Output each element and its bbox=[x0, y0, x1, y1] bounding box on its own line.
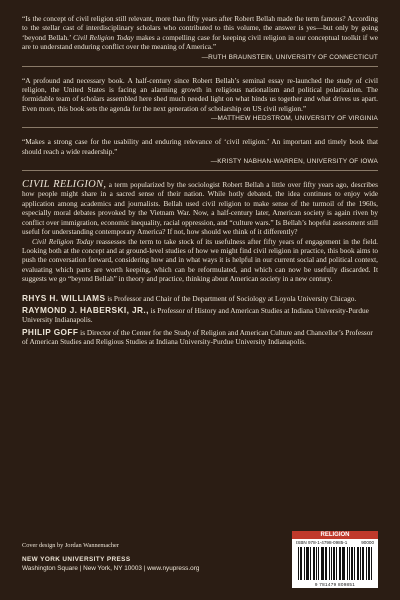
barcode-bar bbox=[369, 547, 370, 580]
barcode-bar bbox=[304, 547, 305, 580]
divider bbox=[22, 66, 378, 67]
barcode-bar bbox=[329, 547, 330, 580]
barcode-bar bbox=[344, 547, 345, 580]
barcode-bar bbox=[343, 547, 344, 580]
author-bio: PHILIP GOFF is Director of the Center for the Study of Religion and American Culture and Chancellor’s Professor of American Studies and Religious Studies at Indiana University-Purdue University Indianapolis. bbox=[22, 326, 373, 347]
barcode-bar bbox=[306, 547, 307, 580]
barcode-bar bbox=[336, 547, 337, 580]
blurb-3 bbox=[22, 137, 378, 165]
barcode-bar bbox=[301, 547, 302, 580]
barcode-bars bbox=[292, 539, 378, 588]
barcode-bar bbox=[307, 547, 308, 580]
blurb-attribution: —MATTHEW HEDSTROM, UNIVERSITY OF VIRGINIA bbox=[210, 115, 378, 123]
blurb-quote: “Is the concept of civil religion still relevant, more than fifty years after Robert Bellah made the term famous? According to the stellar cast of interdisciplinary scholars who contributed to this volume, the answer is yes—but only by going ‘beyond Bellah.’ Civil Religion Today makes a compelling case for keeping civil religion in our conceptual toolkit if we are to understand enduring conflict over the meaning of America.” bbox=[22, 14, 379, 52]
barcode-bar bbox=[322, 547, 323, 580]
barcode-bar bbox=[371, 547, 372, 580]
barcode-bar bbox=[318, 547, 319, 580]
barcode-bar bbox=[358, 547, 359, 580]
divider bbox=[22, 170, 378, 171]
author-name: RAYMOND J. HABERSKI, JR., bbox=[22, 304, 149, 315]
barcode-bar bbox=[323, 547, 324, 580]
description-lead: CIVIL RELIGION, bbox=[22, 179, 107, 191]
barcode-bar bbox=[354, 547, 355, 580]
barcode-bar bbox=[326, 547, 327, 580]
description-paragraph-1: a term popularized by the sociologist Robert Bellah a little over fifty years ago, describes how people might share in a sacred sense of their nation. While hotly debated, the idea continues to enjoy wide application among academics and journalists. Bellah used civil religion to make sense of the turmoil of the 1960s, especially moral debates provoked by the Vietnam War. Now, a half-century later, American society is again riven by conflict over immigration, economic inequality, racial oppression, and “culture wars.” Is Bellah’s hopeful assessment still useful for understanding contemporary America? If not, how should we think of it differently? bbox=[22, 180, 378, 237]
barcode-bar bbox=[342, 547, 343, 580]
barcode-bar bbox=[321, 547, 322, 580]
barcode-bar bbox=[366, 547, 367, 580]
barcode-bar bbox=[298, 547, 299, 580]
price-code: 90000 bbox=[361, 540, 374, 545]
publisher-info bbox=[22, 556, 199, 573]
book-description bbox=[22, 180, 378, 283]
author-bio: RHYS H. WILLIAMS is Professor and Chair of the Department of Sociology at Loyola University Chicago. bbox=[22, 292, 357, 303]
barcode-bar bbox=[340, 547, 341, 580]
description-book-title: Civil Religion Today bbox=[32, 236, 94, 246]
isbn-barcode bbox=[292, 539, 378, 588]
back-cover bbox=[22, 14, 378, 350]
barcode-number: 9 781479 809851 bbox=[314, 582, 356, 587]
barcode-bar bbox=[334, 547, 335, 580]
author-bio: RAYMOND J. HABERSKI, JR., is Professor of History and American Studies at Indiana University-Purdue University Indianapolis. bbox=[22, 304, 369, 325]
barcode-bar bbox=[308, 547, 309, 580]
blurb-quote: “Makes a strong case for the usability and enduring relevance of ‘civil religion.’ An important and timely book that should reach a wide readership.” bbox=[22, 137, 378, 156]
blurb-2 bbox=[22, 76, 378, 123]
barcode-bar bbox=[357, 547, 358, 580]
blurb-quote: “A profound and necessary book. A half-century since Robert Bellah’s seminal essay re-launched the study of civil religion, the United States is facing an alarming growth in religious nationalism and political polarization. The formidable team of scholars assembled here shed much needed light on what binds us together and what drives us apart. Even more, this book sets the agenda for the next generation of scholarship on US civil religion.” bbox=[22, 75, 378, 113]
publisher-name: NEW YORK UNIVERSITY PRESS bbox=[22, 556, 131, 563]
barcode-bar bbox=[347, 547, 348, 580]
divider bbox=[22, 127, 378, 128]
author-name: PHILIP GOFF bbox=[22, 326, 79, 337]
barcode-bar bbox=[363, 547, 364, 580]
author-bios bbox=[22, 294, 378, 347]
barcode-bar bbox=[310, 547, 311, 580]
barcode-bar bbox=[349, 547, 350, 580]
publisher-address: Washington Square | New York, NY 10003 | www.nyupress.org bbox=[22, 564, 200, 572]
barcode-bar bbox=[360, 547, 361, 580]
author-name: RHYS H. WILLIAMS bbox=[22, 292, 106, 303]
blurb-1 bbox=[22, 14, 378, 61]
category-badge: RELIGION bbox=[292, 531, 378, 539]
barcode-bar bbox=[368, 547, 369, 580]
barcode-bar bbox=[362, 547, 363, 580]
barcode-bar bbox=[300, 547, 301, 580]
blurb-attribution: —RUTH BRAUNSTEIN, UNIVERSITY OF CONNECTICUT bbox=[201, 53, 378, 61]
isbn-text: ISBN 978-1-4798-0985-1 bbox=[296, 540, 348, 545]
barcode-bar bbox=[313, 547, 314, 580]
barcode-bar bbox=[351, 547, 352, 580]
barcode-bar bbox=[339, 547, 340, 580]
barcode-bar bbox=[331, 547, 332, 580]
barcode-bar bbox=[352, 547, 353, 580]
cover-design-credit: Cover design by Jordan Wannemacher bbox=[22, 542, 119, 549]
barcode-bar bbox=[333, 547, 334, 580]
barcode-bar bbox=[314, 547, 315, 580]
barcode-bar bbox=[325, 547, 326, 580]
barcode-bar bbox=[316, 547, 317, 580]
blurb-attribution: —KRISTY NABHAN-WARREN, UNIVERSITY OF IOWA bbox=[210, 158, 378, 166]
description-paragraph-2: reassesses the term to take stock of its usefulness after fifty years of engagement in the field. Looking both at the concept and at ground-level studies of how we might find civil religion in practice, this book aims to push the conversation forward, considering how and in what ways it is helpful in our current social and political context, evaluating which parts are worth keeping, which can be reformulated, and which can now be usefully discarded. It suggests we go “beyond Bellah” in theory and practice, thinking about American society in a new century. bbox=[22, 236, 378, 284]
